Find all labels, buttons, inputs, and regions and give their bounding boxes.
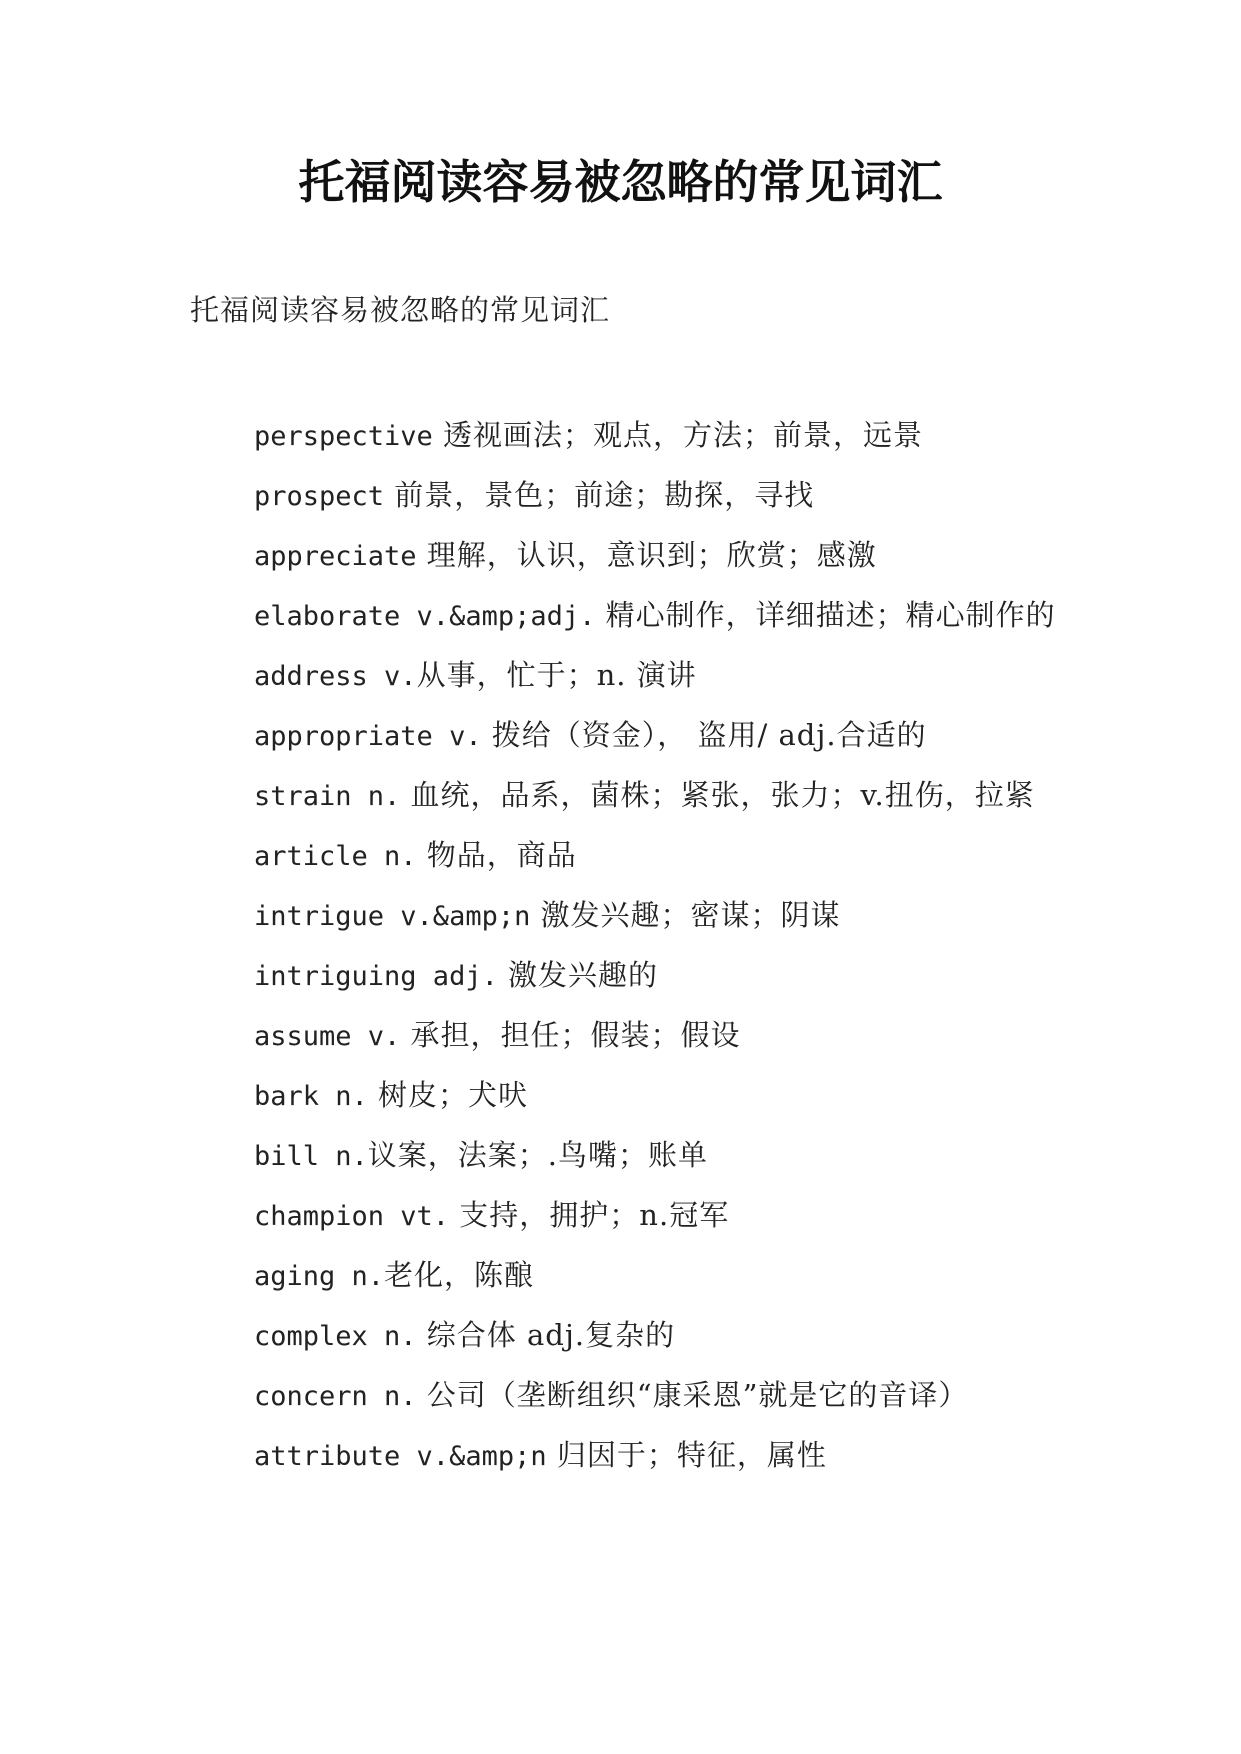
vocab-meaning: 议案，法案；.鸟嘴；账单 [367, 1138, 709, 1172]
vocab-meaning: 激发兴趣的 [497, 958, 659, 992]
vocab-word: concern n. [254, 1381, 417, 1412]
vocab-meaning: 从事，忙于；n. 演讲 [416, 658, 697, 692]
vocab-meaning: 前景，景色；前途；勘探，寻找 [384, 478, 815, 512]
document-title: 托福阅读容易被忽略的常见词汇 [298, 155, 943, 209]
vocab-word: strain n. [254, 781, 401, 812]
vocab-meaning: 理解，认识，意识到；欣赏；感激 [416, 538, 877, 572]
vocab-meaning: 激发兴趣；密谋；阴谋 [530, 898, 841, 932]
vocab-entry [190, 766, 1070, 826]
vocab-entry [190, 406, 1070, 466]
vocab-word: intriguing adj. [254, 961, 498, 992]
vocab-meaning: 老化，陈酿 [384, 1258, 535, 1292]
vocab-entry [190, 526, 1070, 586]
vocab-meaning: 透视画法；观点，方法；前景，远景 [432, 418, 924, 452]
document-subtitle: 托福阅读容易被忽略的常见词汇 [190, 293, 611, 327]
vocab-entry [190, 1306, 1070, 1366]
vocab-word: complex n. [254, 1321, 417, 1352]
vocab-meaning: 承担，担任；假装；假设 [400, 1018, 741, 1052]
vocab-entry [190, 586, 1070, 646]
vocab-word: attribute v.&amp;n [254, 1441, 547, 1472]
vocab-meaning: 血统，品系，菌株；紧张，张力；v.扭伤，拉紧 [400, 778, 1035, 812]
vocab-entry [190, 1006, 1070, 1066]
vocab-word: perspective [254, 421, 433, 452]
vocab-meaning: 树皮；犬吠 [367, 1078, 529, 1112]
vocab-entry [190, 826, 1070, 886]
vocab-word: article n. [254, 841, 417, 872]
vocab-meaning: 归因于；特征，属性 [546, 1438, 827, 1472]
vocab-entry [190, 1366, 1070, 1426]
vocab-meaning: 拨给（资金）， 盗用/ adj.合适的 [481, 718, 927, 752]
vocab-entry [190, 646, 1070, 706]
vocab-entry [190, 886, 1070, 946]
vocab-word: aging n. [254, 1261, 385, 1292]
vocab-entry [190, 706, 1070, 766]
vocab-word: bark n. [254, 1081, 368, 1112]
vocab-word: appreciate [254, 541, 417, 572]
vocab-word: appropriate v. [254, 721, 482, 752]
vocab-word: intrigue v.&amp;n [254, 901, 531, 932]
vocab-entry [190, 1126, 1070, 1186]
vocab-entry [190, 466, 1070, 526]
vocab-meaning: 公司（垄断组织“康采恩”就是它的音译） [416, 1378, 969, 1412]
vocab-entry [190, 946, 1070, 1006]
vocab-word: assume v. [254, 1021, 401, 1052]
vocabulary-list [190, 406, 1070, 1486]
vocab-word: prospect [254, 481, 385, 512]
vocab-word: champion vt. [254, 1201, 450, 1232]
vocab-meaning: 物品，商品 [416, 838, 577, 872]
vocab-meaning: 支持，拥护；n.冠军 [449, 1198, 730, 1232]
vocab-entry [190, 1246, 1070, 1306]
vocab-meaning: 精心制作，详细描述；精心制作的 [595, 598, 1056, 632]
vocab-entry [190, 1066, 1070, 1126]
vocab-word: elaborate v.&amp;adj. [254, 601, 596, 632]
vocab-word: address v. [254, 661, 417, 692]
vocab-word: bill n. [254, 1141, 368, 1172]
vocab-meaning: 综合体 adj.复杂的 [416, 1318, 676, 1352]
vocab-entry [190, 1186, 1070, 1246]
vocab-entry [190, 1426, 1070, 1486]
